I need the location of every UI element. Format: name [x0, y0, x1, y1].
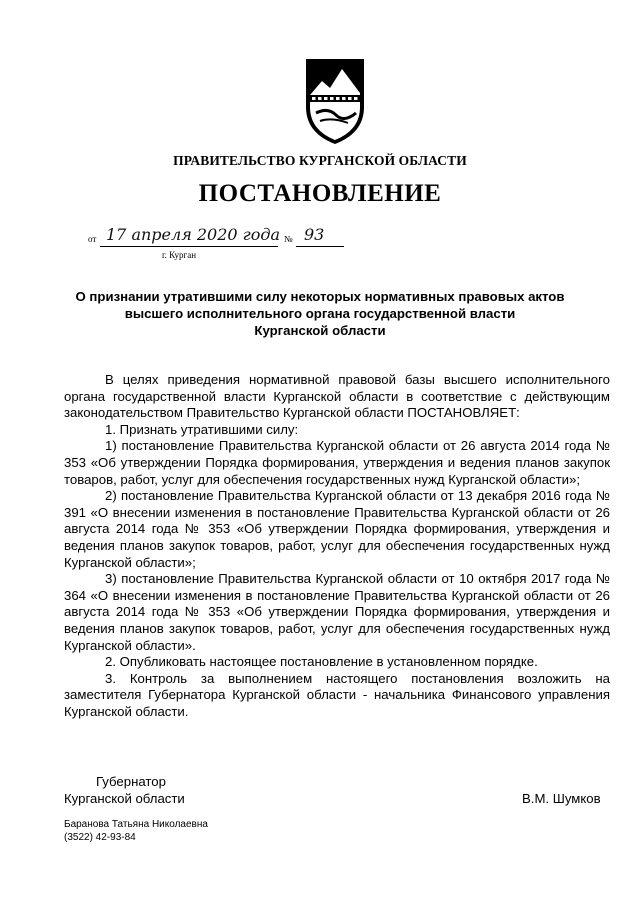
handwritten-number: 93: [304, 225, 325, 244]
item-paragraph: 3. Контроль за выполнением настоящего постановления возложить на заместителя Губернатора Курганской области - начальника Финансового управления Курганской области.: [64, 670, 610, 719]
executor-name: Баранова Татьяна Николаевна: [64, 819, 208, 830]
item-paragraph: 1) постановление Правительства Курганской области от 26 августа 2014 года № 353 «Об утверждении Порядка формирования, утверждения и ведения планов закупок товаров, работ, услуг для обеспечения государственных нужд Курганской области»;: [64, 438, 610, 487]
signer-name: В.М. Шумков: [522, 791, 601, 806]
signer-position-line1: Губернатор: [96, 774, 166, 789]
item-paragraph: 2) постановление Правительства Курганской области от 13 декабря 2016 года № 391 «О внесении изменения в постановление Правительства Курганской области от 26 августа 2014 года № 353 «Об утверждении Порядка формирования, утверждения и ведения планов закупок товаров, работ, услуг для обеспечения государственных нужд Курганской области»;: [64, 488, 610, 570]
item-paragraph: 1. Признать утратившими силу:: [105, 421, 299, 437]
coat-of-arms-emblem: [300, 55, 370, 147]
number-prefix: №: [284, 234, 293, 244]
item-paragraph: 3) постановление Правительства Курганской области от 10 октября 2017 года № 364 «О внесении изменения в постановление Правительства Курганской области от 26 августа 2014 года № 353 «Об утверждении Порядка формирования, утверждения и ведения планов закупок товаров, работ, услуг для обеспечения государственных нужд Курганской области».: [64, 571, 610, 653]
item-paragraph: 2. Опубликовать настоящее постановление в установленном порядке.: [105, 654, 538, 670]
handwritten-date: 17 апреля 2020 года: [106, 225, 281, 244]
signer-position-line2: Курганской области: [64, 791, 185, 806]
document-type-title: ПОСТАНОВЛЕНИЕ: [198, 180, 442, 207]
executor-phone: (3522) 42-93-84: [64, 832, 136, 843]
preamble-paragraph: В целях приведения нормативной правовой базы высшего исполнительного органа государственной власти Курганской области в соответствие с действующим законодательством Правительство Курганской области ПОСТАНОВЛЯЕТ:: [64, 372, 610, 421]
city-name: г. Курган: [162, 250, 197, 260]
date-underline: [100, 246, 278, 247]
subject-line: О признании утратившими силу некоторых нормативных правовых актов: [75, 289, 565, 304]
document-body: [64, 372, 610, 720]
number-underline: [296, 246, 344, 247]
subject-line: высшего исполнительного органа государственной власти: [124, 306, 516, 321]
date-prefix: от: [88, 234, 97, 244]
document-subject: [60, 288, 580, 339]
organization-name: ПРАВИТЕЛЬСТВО КУРГАНСКОЙ ОБЛАСТИ: [173, 153, 467, 168]
subject-line: Курганской области: [254, 323, 386, 338]
